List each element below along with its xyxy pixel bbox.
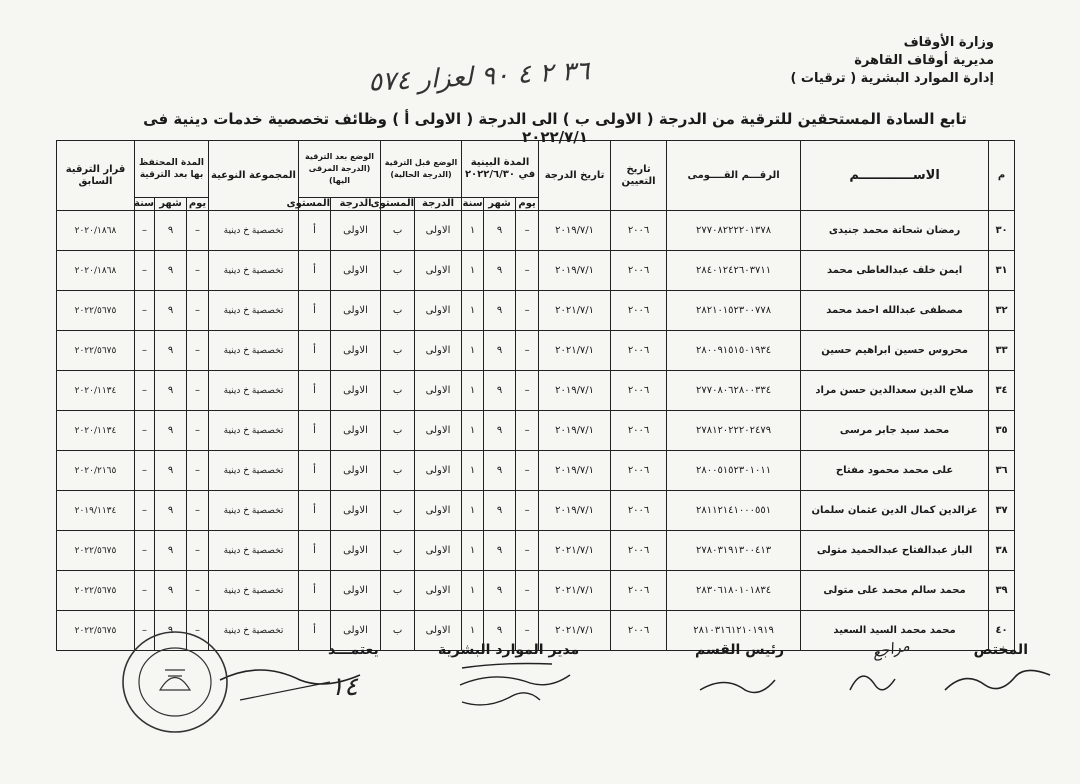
cell-group: تخصصية خ دينية xyxy=(209,491,299,531)
cell-interim-year: ١ xyxy=(462,251,484,291)
cell-kept-year: – xyxy=(135,331,155,371)
sig-section-head: رئيس القسم xyxy=(695,642,785,658)
cell-after-level: أ xyxy=(299,411,331,451)
cell-group: تخصصية خ دينية xyxy=(209,451,299,491)
cell-interim-month: ٩ xyxy=(484,611,516,651)
cell-after-grade: الاولى xyxy=(331,371,381,411)
cell-no: ٣٩ xyxy=(989,571,1015,611)
cell-kept-day: – xyxy=(187,491,209,531)
cell-no: ٣٨ xyxy=(989,531,1015,571)
cell-group: تخصصية خ دينية xyxy=(209,531,299,571)
cell-previous-decision: ٢٠٢٠/٢١٦٥ xyxy=(57,451,135,491)
cell-appointment-year: ٢٠٠٦ xyxy=(611,451,667,491)
cell-interim-month: ٩ xyxy=(484,371,516,411)
cell-national-id: ٢٨١٠٣١٦١٢١٠١٩١٩ xyxy=(667,611,801,651)
cell-national-id: ٢٨٢١٠١٥٢٣٠٠٧٧٨ xyxy=(667,291,801,331)
cell-kept-month: ٩ xyxy=(155,491,187,531)
sig-specialist: المختص xyxy=(973,642,1028,658)
cell-kept-year: – xyxy=(135,211,155,251)
cell-interim-day: – xyxy=(516,531,539,571)
document-title: تابع السادة المستحقين للترقية من الدرجة ( الاولى ب ) الى الدرجة ( الاولى أ ) وظائف تخصصية خدمات دينية فى ٢٠٢٢/٧/١ xyxy=(143,110,967,146)
cell-interim-year: ١ xyxy=(462,211,484,251)
cell-no: ٤٠ xyxy=(989,611,1015,651)
cell-name: على محمد محمود مفتاح xyxy=(801,451,989,491)
cell-previous-decision: ٢٠٢٢/٥٦٧٥ xyxy=(57,571,135,611)
cell-after-level: أ xyxy=(299,451,331,491)
cell-interim-month: ٩ xyxy=(484,251,516,291)
sub-day: يوم xyxy=(187,198,209,211)
official-seal xyxy=(123,632,227,732)
sub-month: شهر xyxy=(484,198,516,211)
cell-interim-month: ٩ xyxy=(484,331,516,371)
cell-name: محمد سيد جابر مرسى xyxy=(801,411,989,451)
col-position-after: الوضع بعد الترقية (الدرجة المرقى اليها) xyxy=(299,141,381,198)
cell-before-grade: الاولى xyxy=(415,451,462,491)
cell-before-grade: الاولى xyxy=(415,251,462,291)
cell-grade-date: ٢٠١٩/٧/١ xyxy=(539,411,611,451)
cell-after-level: أ xyxy=(299,491,331,531)
cell-kept-day: – xyxy=(187,451,209,491)
cell-appointment-year: ٢٠٠٦ xyxy=(611,531,667,571)
cell-name: عزالدين كمال الدين عثمان سلمان xyxy=(801,491,989,531)
cell-kept-day: – xyxy=(187,411,209,451)
cell-previous-decision: ٢٠١٩/١١٣٤ xyxy=(57,491,135,531)
cell-kept-month: ٩ xyxy=(155,531,187,571)
cell-kept-month: ٩ xyxy=(155,611,187,651)
cell-interim-day: – xyxy=(516,291,539,331)
cell-no: ٣١ xyxy=(989,251,1015,291)
cell-previous-decision: ٢٠٢٠/١٨٦٨ xyxy=(57,251,135,291)
cell-appointment-year: ٢٠٠٦ xyxy=(611,211,667,251)
cell-grade-date: ٢٠١٩/٧/١ xyxy=(539,451,611,491)
cell-after-level: أ xyxy=(299,291,331,331)
cell-name: الباز عبدالفتاح عبدالحميد متولى xyxy=(801,531,989,571)
cell-before-level: ب xyxy=(381,451,415,491)
cell-before-level: ب xyxy=(381,531,415,571)
cell-appointment-year: ٢٠٠٦ xyxy=(611,331,667,371)
cell-after-grade: الاولى xyxy=(331,331,381,371)
sub-grade: الدرجة xyxy=(331,198,381,211)
sub-grade: الدرجة xyxy=(415,198,462,211)
cell-group: تخصصية خ دينية xyxy=(209,571,299,611)
cell-before-grade: الاولى xyxy=(415,531,462,571)
handwritten-note: ٣٦ ٢ ٤ ٩٠ لعزار ٥٧٤ xyxy=(367,56,591,98)
cell-kept-month: ٩ xyxy=(155,291,187,331)
cell-interim-day: – xyxy=(516,411,539,451)
col-interim-period: المدة البينية في ٢٠٢٢/٦/٣٠ xyxy=(462,141,539,198)
cell-appointment-year: ٢٠٠٦ xyxy=(611,251,667,291)
cell-name: محمد سالم محمد على متولى xyxy=(801,571,989,611)
directorate-name: مديرية أوقاف القاهرة xyxy=(854,53,994,68)
cell-after-level: أ xyxy=(299,371,331,411)
cell-before-level: ب xyxy=(381,611,415,651)
cell-name: محروس حسين ابراهيم حسين xyxy=(801,331,989,371)
col-kept-period: المدة المحتفظ بها بعد الترقية xyxy=(135,141,209,198)
cell-no: ٣٧ xyxy=(989,491,1015,531)
cell-after-level: أ xyxy=(299,251,331,291)
col-national-id: الرقـــم القــــومى xyxy=(667,141,801,211)
cell-kept-year: – xyxy=(135,571,155,611)
sig-hr-manager: مدير الموارد البشرية xyxy=(438,642,580,658)
cell-kept-year: – xyxy=(135,531,155,571)
sub-month: شهر xyxy=(155,198,187,211)
cell-before-level: ب xyxy=(381,211,415,251)
cell-no: ٣٥ xyxy=(989,411,1015,451)
cell-appointment-year: ٢٠٠٦ xyxy=(611,371,667,411)
cell-no: ٣٠ xyxy=(989,211,1015,251)
cell-no: ٣٣ xyxy=(989,331,1015,371)
cell-interim-day: – xyxy=(516,331,539,371)
cell-previous-decision: ٢٠٢٠/١١٣٤ xyxy=(57,371,135,411)
cell-national-id: ٢٨٠٠٥١٥٢٣٠١٠١١ xyxy=(667,451,801,491)
cell-after-level: أ xyxy=(299,611,331,651)
cell-interim-year: ١ xyxy=(462,411,484,451)
cell-before-grade: الاولى xyxy=(415,571,462,611)
cell-interim-year: ١ xyxy=(462,611,484,651)
cell-after-grade: الاولى xyxy=(331,531,381,571)
col-no: م xyxy=(989,141,1015,211)
cell-group: تخصصية خ دينية xyxy=(209,611,299,651)
cell-interim-year: ١ xyxy=(462,331,484,371)
cell-before-grade: الاولى xyxy=(415,491,462,531)
cell-before-level: ب xyxy=(381,291,415,331)
cell-kept-year: – xyxy=(135,371,155,411)
cell-previous-decision: ٢٠٢٢/٥٦٧٥ xyxy=(57,331,135,371)
cell-interim-month: ٩ xyxy=(484,531,516,571)
cell-before-level: ب xyxy=(381,331,415,371)
cell-kept-month: ٩ xyxy=(155,571,187,611)
sub-day: يوم xyxy=(516,198,539,211)
cell-group: تخصصية خ دينية xyxy=(209,371,299,411)
cell-after-level: أ xyxy=(299,571,331,611)
cell-previous-decision: ٢٠٢٢/٥٦٧٥ xyxy=(57,611,135,651)
cell-national-id: ٢٧٧٠٨٠٦٢٨٠٠٣٣٤ xyxy=(667,371,801,411)
cell-interim-month: ٩ xyxy=(484,491,516,531)
cell-before-grade: الاولى xyxy=(415,411,462,451)
sub-year: سنة xyxy=(134,198,155,209)
cell-grade-date: ٢٠١٩/٧/١ xyxy=(539,211,611,251)
cell-kept-month: ٩ xyxy=(155,451,187,491)
cell-appointment-year: ٢٠٠٦ xyxy=(611,571,667,611)
department-name: إدارة الموارد البشرية ( ترقيات ) xyxy=(790,71,994,86)
cell-kept-month: ٩ xyxy=(155,331,187,371)
cell-appointment-year: ٢٠٠٦ xyxy=(611,411,667,451)
cell-kept-month: ٩ xyxy=(155,371,187,411)
sub-year: سنة xyxy=(462,198,483,209)
sub-level: المستوى xyxy=(286,198,331,209)
cell-before-level: ب xyxy=(381,371,415,411)
cell-kept-year: – xyxy=(135,611,155,651)
cell-appointment-year: ٢٠٠٦ xyxy=(611,611,667,651)
cell-grade-date: ٢٠١٩/٧/١ xyxy=(539,251,611,291)
cell-previous-decision: ٢٠٢٢/٥٦٧٥ xyxy=(57,531,135,571)
cell-interim-month: ٩ xyxy=(484,411,516,451)
cell-before-level: ب xyxy=(381,251,415,291)
cell-after-grade: الاولى xyxy=(331,451,381,491)
cell-before-grade: الاولى xyxy=(415,611,462,651)
cell-kept-day: – xyxy=(187,211,209,251)
approval-number: ١٤ xyxy=(330,672,358,702)
cell-kept-day: – xyxy=(187,611,209,651)
cell-before-grade: الاولى xyxy=(415,331,462,371)
cell-interim-year: ١ xyxy=(462,571,484,611)
cell-interim-year: ١ xyxy=(462,451,484,491)
cell-grade-date: ٢٠٢١/٧/١ xyxy=(539,571,611,611)
cell-group: تخصصية خ دينية xyxy=(209,211,299,251)
cell-kept-day: – xyxy=(187,571,209,611)
cell-name: محمد محمد السيد السعيد xyxy=(801,611,989,651)
cell-no: ٣٦ xyxy=(989,451,1015,491)
col-previous-decision: قرار الترقية السابق xyxy=(57,141,135,211)
cell-name: ايمن خلف عبدالعاطى محمد xyxy=(801,251,989,291)
cell-before-level: ب xyxy=(381,491,415,531)
sub-level: المستوى xyxy=(370,198,415,209)
cell-kept-year: – xyxy=(135,491,155,531)
cell-interim-year: ١ xyxy=(462,491,484,531)
col-position-before: الوضع قبل الترقية (الدرجة الحالية) xyxy=(381,141,462,198)
cell-interim-month: ٩ xyxy=(484,451,516,491)
col-grade-date: تاريخ الدرجة xyxy=(539,141,611,211)
col-appointment-date: تاريخ التعيين xyxy=(611,141,667,211)
cell-interim-month: ٩ xyxy=(484,571,516,611)
cell-appointment-year: ٢٠٠٦ xyxy=(611,491,667,531)
cell-national-id: ٢٨١١٢١٤١٠٠٠٥٥١ xyxy=(667,491,801,531)
cell-kept-year: – xyxy=(135,411,155,451)
cell-kept-day: – xyxy=(187,331,209,371)
cell-after-grade: الاولى xyxy=(331,611,381,651)
cell-kept-day: – xyxy=(187,371,209,411)
cell-national-id: ٢٧٧٠٨٢٢٢٢٠١٣٧٨ xyxy=(667,211,801,251)
cell-national-id: ٢٨٠٠٩١٥١٥٠١٩٣٤ xyxy=(667,331,801,371)
cell-kept-month: ٩ xyxy=(155,211,187,251)
cell-interim-day: – xyxy=(516,611,539,651)
cell-interim-year: ١ xyxy=(462,291,484,331)
cell-interim-day: – xyxy=(516,251,539,291)
cell-before-grade: الاولى xyxy=(415,371,462,411)
cell-before-level: ب xyxy=(381,571,415,611)
cell-national-id: ٢٧٨٠٣١٩١٣٠٠٤١٣ xyxy=(667,531,801,571)
cell-grade-date: ٢٠٢١/٧/١ xyxy=(539,331,611,371)
cell-interim-year: ١ xyxy=(462,371,484,411)
cell-interim-day: – xyxy=(516,451,539,491)
cell-interim-day: – xyxy=(516,571,539,611)
cell-no: ٣٢ xyxy=(989,291,1015,331)
cell-before-level: ب xyxy=(381,411,415,451)
cell-previous-decision: ٢٠٢٠/١٨٦٨ xyxy=(57,211,135,251)
cell-kept-year: – xyxy=(135,451,155,491)
cell-national-id: ٢٧٨١٢٠٢٢٢٠٢٤٧٩ xyxy=(667,411,801,451)
cell-interim-month: ٩ xyxy=(484,291,516,331)
col-group: المجموعة النوعية xyxy=(209,141,299,211)
cell-name: صلاح الدين سعدالدين حسن مراد xyxy=(801,371,989,411)
sig-approved: يعتمـــد xyxy=(328,642,379,658)
cell-interim-year: ١ xyxy=(462,531,484,571)
cell-group: تخصصية خ دينية xyxy=(209,411,299,451)
cell-group: تخصصية خ دينية xyxy=(209,251,299,291)
cell-previous-decision: ٢٠٢٢/٥٦٧٥ xyxy=(57,291,135,331)
cell-after-grade: الاولى xyxy=(331,211,381,251)
cell-after-grade: الاولى xyxy=(331,291,381,331)
cell-grade-date: ٢٠١٩/٧/١ xyxy=(539,371,611,411)
cell-after-grade: الاولى xyxy=(331,251,381,291)
cell-grade-date: ٢٠١٩/٧/١ xyxy=(539,491,611,531)
ministry-name: وزارة الأوقاف xyxy=(903,35,994,50)
cell-interim-day: – xyxy=(516,371,539,411)
cell-name: رمضان شحاتة محمد جنيدى xyxy=(801,211,989,251)
cell-kept-month: ٩ xyxy=(155,411,187,451)
cell-kept-year: – xyxy=(135,251,155,291)
cell-interim-day: – xyxy=(516,211,539,251)
cell-after-level: أ xyxy=(299,211,331,251)
sig-reviewed: مراجع xyxy=(870,636,912,662)
cell-grade-date: ٢٠٢١/٧/١ xyxy=(539,531,611,571)
cell-after-level: أ xyxy=(299,531,331,571)
cell-after-grade: الاولى xyxy=(331,571,381,611)
cell-kept-day: – xyxy=(187,531,209,571)
cell-national-id: ٢٨٤٠١٢٤٢٦٠٣٧١١ xyxy=(667,251,801,291)
cell-appointment-year: ٢٠٠٦ xyxy=(611,291,667,331)
cell-after-level: أ xyxy=(299,331,331,371)
cell-kept-day: – xyxy=(187,291,209,331)
cell-grade-date: ٢٠٢١/٧/١ xyxy=(539,291,611,331)
cell-grade-date: ٢٠٢١/٧/١ xyxy=(539,611,611,651)
cell-kept-year: – xyxy=(135,291,155,331)
cell-kept-day: – xyxy=(187,251,209,291)
cell-previous-decision: ٢٠٢٠/١١٣٤ xyxy=(57,411,135,451)
col-name: الاســــــــــــم xyxy=(801,141,989,211)
cell-group: تخصصية خ دينية xyxy=(209,331,299,371)
cell-interim-day: – xyxy=(516,491,539,531)
cell-after-grade: الاولى xyxy=(331,411,381,451)
cell-interim-month: ٩ xyxy=(484,211,516,251)
cell-national-id: ٢٨٣٠٦١٨٠١٠١٨٣٤ xyxy=(667,571,801,611)
cell-kept-month: ٩ xyxy=(155,251,187,291)
cell-after-grade: الاولى xyxy=(331,491,381,531)
cell-before-grade: الاولى xyxy=(415,291,462,331)
cell-no: ٣٤ xyxy=(989,371,1015,411)
cell-group: تخصصية خ دينية xyxy=(209,291,299,331)
cell-before-grade: الاولى xyxy=(415,211,462,251)
cell-name: مصطفى عبدالله احمد محمد xyxy=(801,291,989,331)
